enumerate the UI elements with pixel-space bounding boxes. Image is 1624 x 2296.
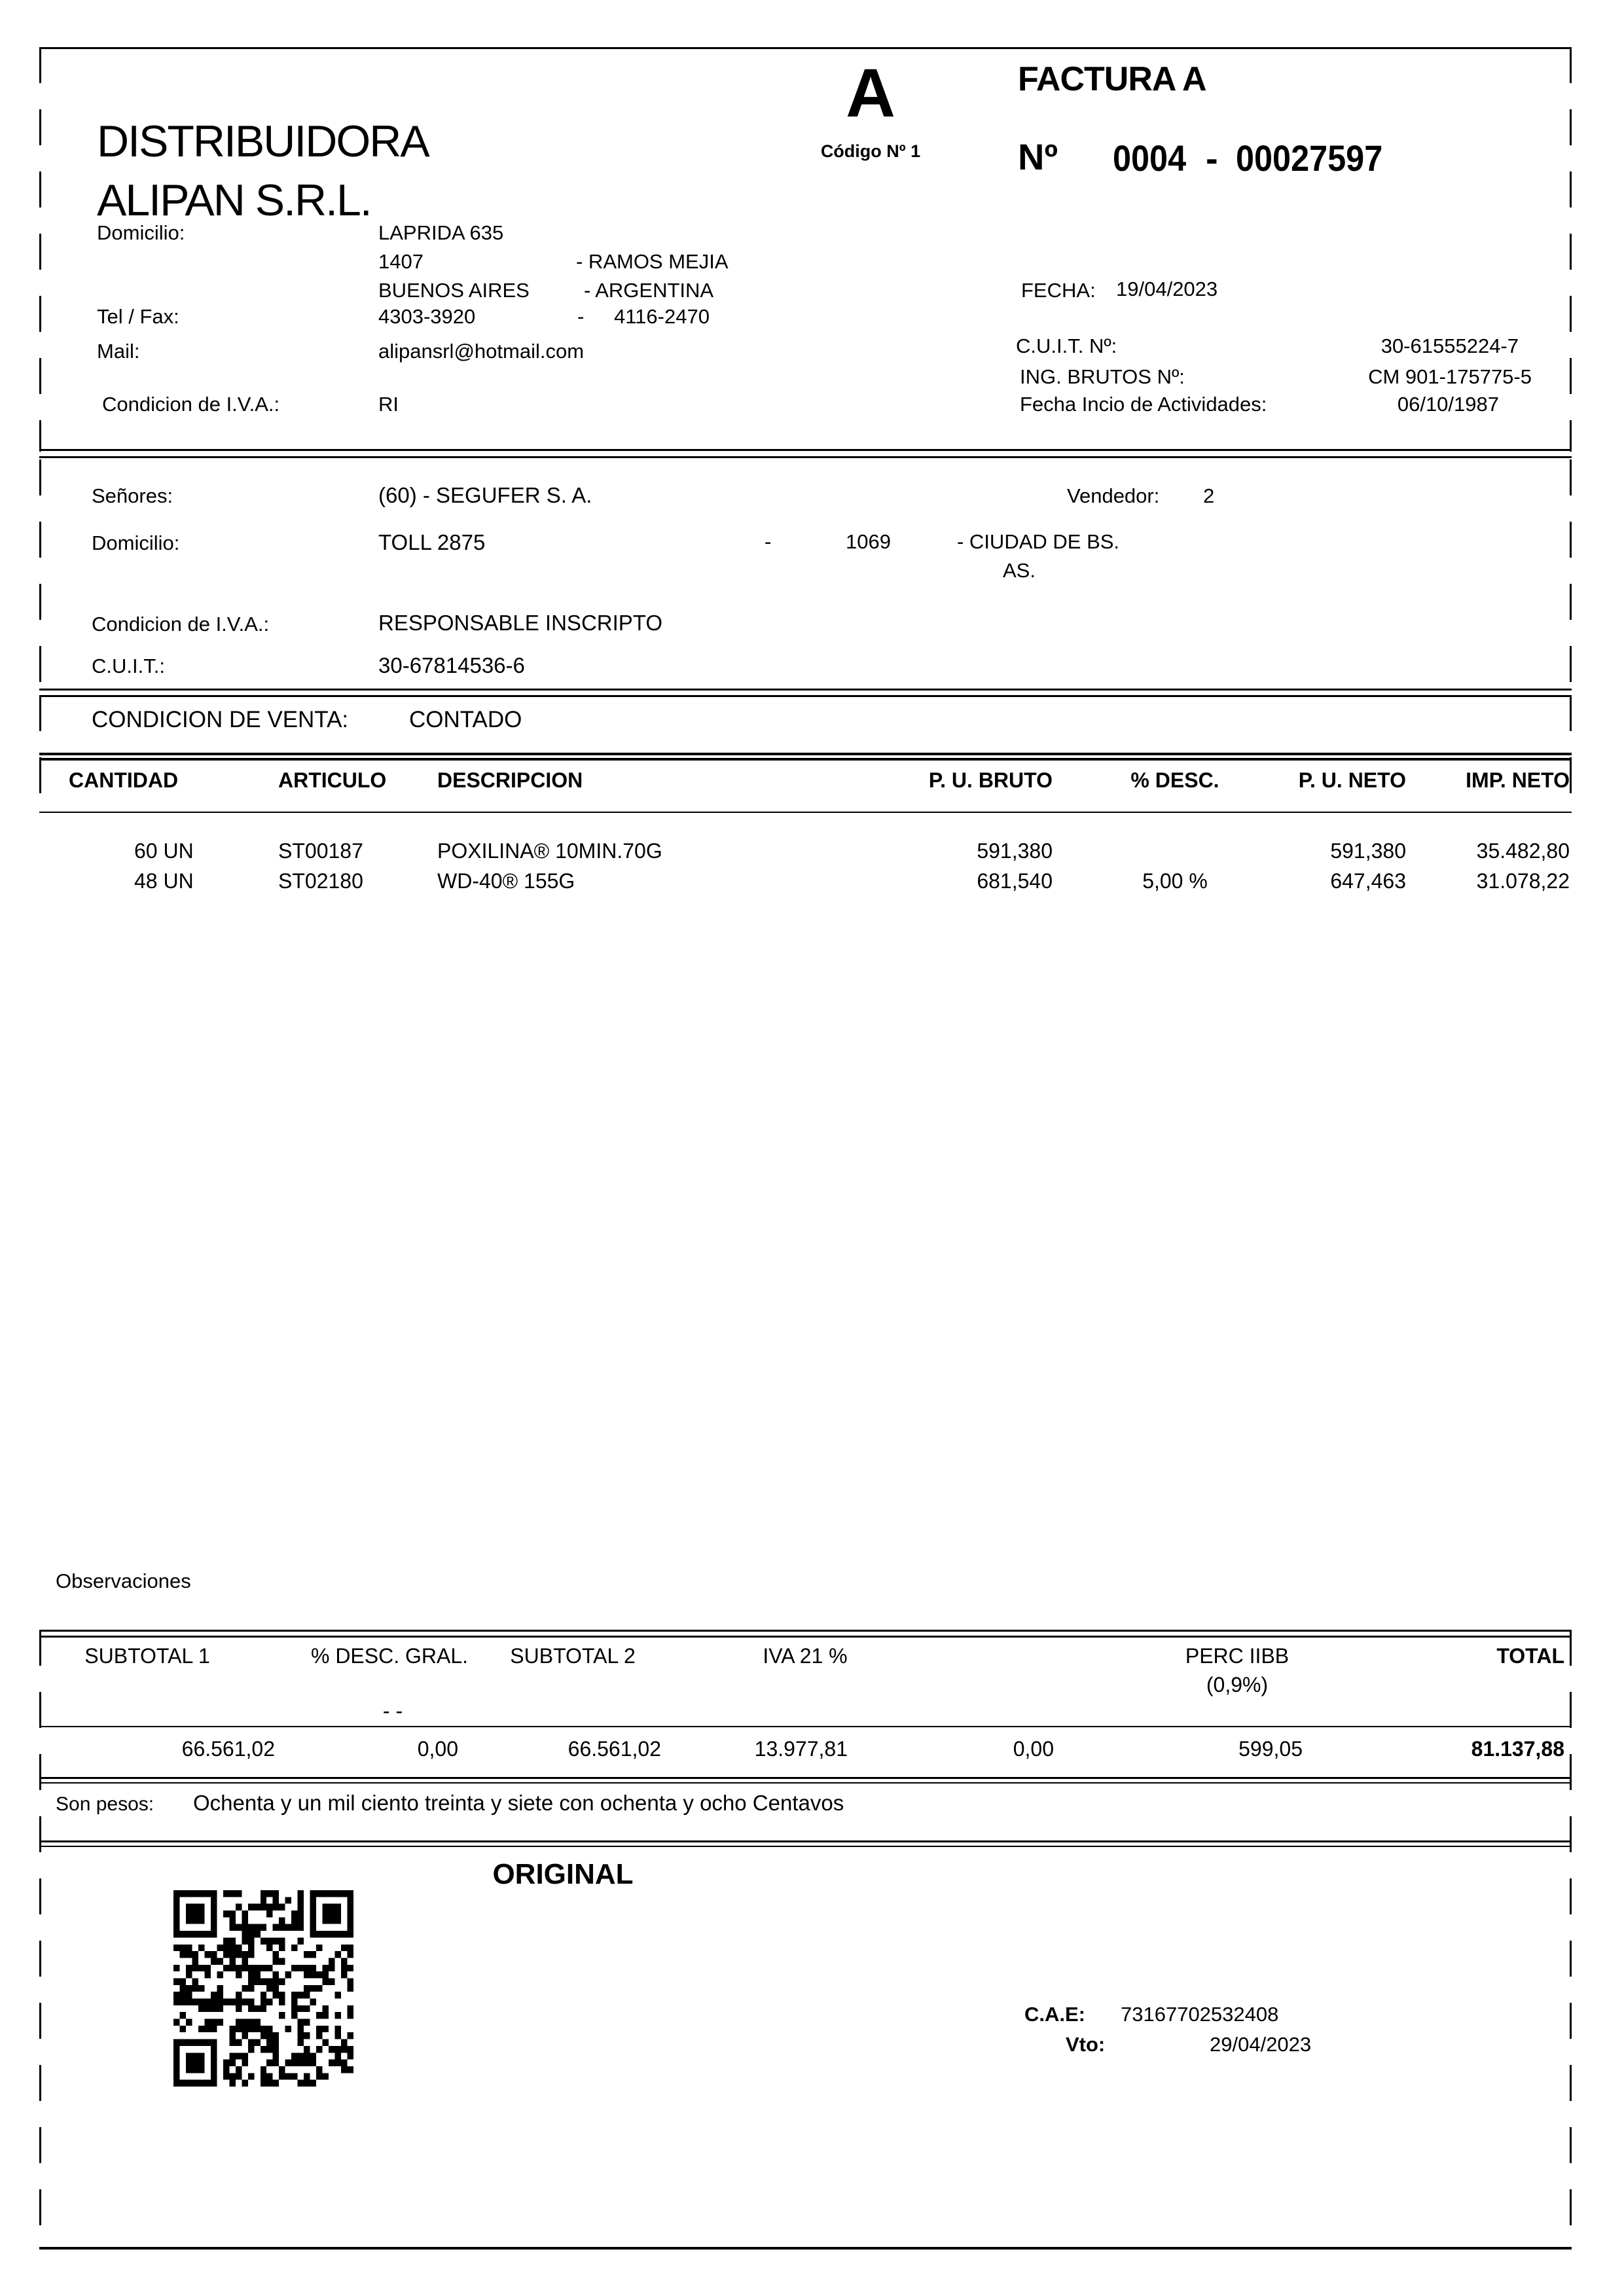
item-pu-neto: 647,463 bbox=[1330, 869, 1406, 893]
desc-gral-value: 0,00 bbox=[417, 1737, 458, 1761]
son-pesos-label: Son pesos: bbox=[56, 1793, 154, 1815]
iibb-label: ING. BRUTOS Nº: bbox=[1020, 365, 1185, 388]
col-header-imp-neto: IMP. NETO bbox=[1466, 768, 1570, 792]
company-name-line2: ALIPAN S.R.L. bbox=[97, 175, 371, 225]
company-telfax-label: Tel / Fax: bbox=[97, 305, 179, 328]
company-mail: alipansrl@hotmail.com bbox=[378, 340, 585, 363]
invoice-number-label: Nº bbox=[1018, 136, 1058, 177]
company-address-country: - ARGENTINA bbox=[584, 279, 714, 302]
divider-line bbox=[39, 1782, 1572, 1784]
perc-iibb-label: PERC IIBB bbox=[1185, 1644, 1290, 1668]
left-cut-mark bbox=[39, 1630, 41, 2248]
item-pu-bruto: 591,380 bbox=[977, 839, 1053, 863]
divider-line bbox=[39, 47, 1572, 49]
qr-code bbox=[173, 1890, 353, 2087]
divider-line bbox=[39, 1726, 1572, 1727]
item-articulo: ST02180 bbox=[278, 869, 363, 893]
company-fax: 4116-2470 bbox=[614, 305, 710, 328]
divider-line bbox=[39, 1840, 1572, 1842]
senores-value: (60) - SEGUFER S. A. bbox=[378, 483, 592, 507]
col-header-cantidad: CANTIDAD bbox=[69, 768, 179, 792]
subtotal2-label: SUBTOTAL 2 bbox=[510, 1644, 636, 1668]
right-cut-mark bbox=[1570, 1630, 1572, 2248]
divider-line bbox=[39, 1630, 1572, 1632]
col-header-pu-bruto: P. U. BRUTO bbox=[928, 768, 1053, 792]
customer-domicilio-calle: TOLL 2875 bbox=[378, 530, 486, 554]
item-pu-bruto: 681,540 bbox=[977, 869, 1053, 893]
vendedor-value: 2 bbox=[1203, 484, 1215, 507]
perc-iibb-value: 599,05 bbox=[1238, 1737, 1303, 1761]
customer-cuit-label: C.U.I.T.: bbox=[92, 655, 165, 677]
divider-line bbox=[39, 1777, 1572, 1779]
iva-label: IVA 21 % bbox=[763, 1644, 848, 1668]
observaciones-label: Observaciones bbox=[56, 1570, 191, 1592]
divider-line bbox=[39, 753, 1572, 755]
item-descripcion: POXILINA® 10MIN.70G bbox=[437, 839, 662, 863]
vendedor-label: Vendedor: bbox=[1067, 484, 1160, 507]
company-telfax-dash: - bbox=[577, 305, 585, 328]
divider-line bbox=[39, 758, 1572, 761]
divider-line bbox=[39, 1846, 1572, 1847]
col-header-articulo: ARTICULO bbox=[278, 768, 387, 792]
col-header-descripcion: DESCRIPCION bbox=[437, 768, 583, 792]
divider-line bbox=[39, 456, 1572, 458]
perc-iibb-rate: (0,9%) bbox=[1206, 1673, 1269, 1696]
item-pu-neto: 591,380 bbox=[1330, 839, 1406, 863]
customer-ciudad-line1: - CIUDAD DE BS. bbox=[957, 530, 1120, 553]
company-domicilio-label: Domicilio: bbox=[97, 221, 185, 244]
cuit-value: 30-61555224-7 bbox=[1380, 334, 1519, 357]
fecha-label: FECHA: bbox=[1021, 279, 1096, 302]
iibb-value: CM 901-175775-5 bbox=[1368, 365, 1532, 388]
company-name-line1: DISTRIBUIDORA bbox=[97, 117, 429, 166]
customer-ciudad-line2: AS. bbox=[1003, 559, 1036, 582]
customer-domicilio-dash: - bbox=[765, 530, 772, 553]
subtotal2-value: 66.561,02 bbox=[568, 1737, 661, 1761]
company-address-city: - RAMOS MEJIA bbox=[576, 250, 729, 273]
cae-value: 73167702532408 bbox=[1121, 2003, 1279, 2026]
item-imp-neto: 31.078,22 bbox=[1476, 869, 1570, 893]
right-cut-mark bbox=[1570, 695, 1572, 813]
divider-line bbox=[39, 812, 1572, 813]
company-address-state: BUENOS AIRES bbox=[378, 279, 530, 302]
company-tel: 4303-3920 bbox=[378, 305, 476, 328]
otros-value: 0,00 bbox=[1013, 1737, 1054, 1761]
condicion-venta-value: CONTADO bbox=[409, 707, 522, 732]
col-header-desc-pct: % DESC. bbox=[1130, 768, 1219, 792]
invoice-letter: A bbox=[846, 55, 895, 132]
total-label: TOTAL bbox=[1496, 1644, 1564, 1668]
col-header-pu-neto: P. U. NETO bbox=[1298, 768, 1406, 792]
item-imp-neto: 35.482,80 bbox=[1476, 839, 1570, 863]
item-articulo: ST00187 bbox=[278, 839, 363, 863]
vto-value: 29/04/2023 bbox=[1210, 2033, 1312, 2056]
company-mail-label: Mail: bbox=[97, 340, 140, 363]
left-cut-mark bbox=[39, 695, 41, 813]
customer-iva-value: RESPONSABLE INSCRIPTO bbox=[378, 611, 663, 635]
son-pesos-text: Ochenta y un mil ciento treinta y siete con ochenta y ocho Centavos bbox=[193, 1791, 844, 1815]
right-cut-mark bbox=[1570, 47, 1572, 452]
divider-line bbox=[39, 2247, 1572, 2250]
company-iva-label: Condicion de I.V.A.: bbox=[102, 393, 280, 416]
divider-line bbox=[39, 1636, 1572, 1638]
senores-label: Señores: bbox=[92, 484, 173, 507]
desc-gral-dashes: - - bbox=[382, 1699, 403, 1723]
item-desc-pct: 5,00 % bbox=[1142, 869, 1208, 893]
cae-label: C.A.E: bbox=[1024, 2003, 1085, 2026]
invoice-type-title: FACTURA A bbox=[1018, 60, 1206, 98]
item-descripcion: WD-40® 155G bbox=[437, 869, 575, 893]
left-cut-mark bbox=[39, 459, 41, 689]
company-iva-value: RI bbox=[378, 393, 399, 416]
iva-value: 13.977,81 bbox=[754, 1737, 848, 1761]
item-cantidad: 60 UN bbox=[134, 839, 194, 863]
copy-type-label: ORIGINAL bbox=[492, 1858, 634, 1890]
invoice-number-dash: - bbox=[1206, 137, 1218, 179]
vto-label: Vto: bbox=[1066, 2033, 1106, 2056]
cuit-label: C.U.I.T. Nº: bbox=[1016, 334, 1117, 357]
divider-line bbox=[39, 449, 1572, 451]
customer-iva-label: Condicion de I.V.A.: bbox=[92, 613, 270, 636]
company-address-zip: 1407 bbox=[378, 250, 424, 273]
fecha-value: 19/04/2023 bbox=[1116, 278, 1218, 300]
customer-cuit-value: 30-67814536-6 bbox=[378, 653, 525, 677]
right-cut-mark bbox=[1570, 459, 1572, 689]
total-value: 81.137,88 bbox=[1471, 1737, 1564, 1761]
customer-domicilio-label: Domicilio: bbox=[92, 531, 180, 554]
invoice-number-prefix: 0004 bbox=[1113, 137, 1187, 179]
condicion-venta-label: CONDICION DE VENTA: bbox=[92, 707, 349, 732]
divider-line bbox=[39, 695, 1572, 697]
invoice-codigo: Código Nº 1 bbox=[820, 141, 921, 161]
item-cantidad: 48 UN bbox=[134, 869, 194, 893]
inicio-actividades-value: 06/10/1987 bbox=[1397, 393, 1499, 416]
inicio-actividades-label: Fecha Incio de Actividades: bbox=[1020, 393, 1267, 416]
subtotal1-value: 66.561,02 bbox=[181, 1737, 275, 1761]
divider-line bbox=[39, 689, 1572, 691]
company-address-street: LAPRIDA 635 bbox=[378, 221, 504, 244]
invoice-number-suffix: 00027597 bbox=[1236, 137, 1383, 179]
left-cut-mark bbox=[39, 47, 41, 452]
customer-domicilio-cp: 1069 bbox=[846, 530, 891, 553]
subtotal1-label: SUBTOTAL 1 bbox=[84, 1644, 210, 1668]
desc-gral-label: % DESC. GRAL. bbox=[310, 1644, 469, 1668]
